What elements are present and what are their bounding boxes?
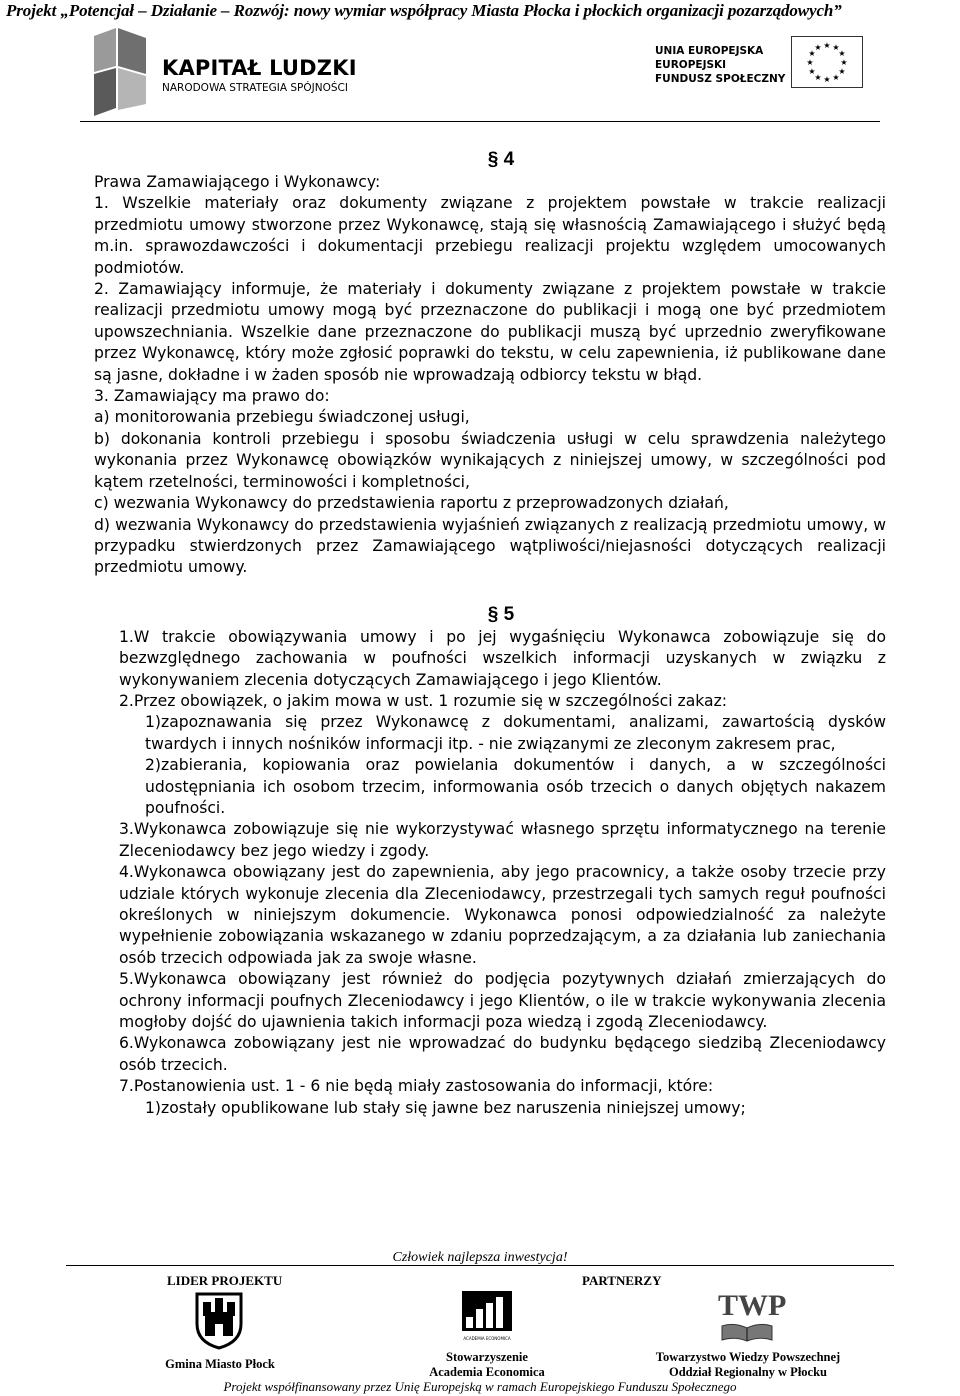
project-title: Projekt „Potencjał – Działanie – Rozwój: nowy wymiar współpracy Miasta Płocka i płockich organizacji pozarządowych” — [6, 1, 842, 20]
kapital-ludzki-title: KAPITAŁ LUDZKI — [162, 56, 357, 80]
svg-text:★: ★ — [832, 43, 840, 52]
header-bar — [0, 0, 960, 22]
partner1-line-2: Academia Economica — [429, 1365, 545, 1379]
eu-line-2: EUROPEJSKI — [655, 59, 727, 71]
kapital-ludzki-emblem-icon — [86, 26, 156, 118]
eu-line-3: FUNDUSZ SPOŁECZNY — [655, 73, 786, 85]
partner2-name — [640, 1350, 856, 1380]
paragraph: 3. Zamawiający ma prawo do: — [94, 387, 330, 406]
svg-text:★: ★ — [808, 67, 816, 76]
svg-text:★: ★ — [814, 43, 822, 52]
svg-text:★: ★ — [814, 73, 822, 82]
header-divider — [80, 121, 880, 122]
partners-label: PARTNERZY — [582, 1273, 662, 1288]
open-book-icon — [718, 1322, 776, 1342]
academia-economica-logo — [462, 1291, 512, 1339]
svg-text:★: ★ — [808, 49, 816, 58]
paragraph: 2.Przez obowiązek, o jakim mowa w ust. 1 rozumie się w szczególności zakaz: — [119, 691, 728, 710]
svg-text:★: ★ — [838, 49, 846, 58]
twp-logo — [718, 1289, 787, 1344]
academia-economica-emblem-icon — [462, 1291, 512, 1331]
lider-name: Gmina Miasto Płock — [165, 1357, 275, 1371]
eu-logo — [655, 36, 865, 96]
paragraph: c) wezwania Wykonawcy do przedstawienia raportu z przeprowadzonych działań, — [94, 494, 729, 513]
paragraph: 5.Wykonawca obowiązany jest również do podjęcia pozytywnych działań zmierzających do ochrony informacji poufnych Zleceniodawcy i jego Klientów, o ile w trakcie wykonywania zlecenia mogłoby dojść do ujawnienia takich informacji poza wiedzą i zgodą Zleceniodawcy. — [119, 970, 886, 1032]
svg-text:★: ★ — [840, 58, 848, 67]
section-heading-4: § 4 — [487, 149, 515, 170]
section-spacer — [94, 579, 886, 603]
footer-slogan: Człowiek najlepsza inwestycja! — [392, 1250, 568, 1265]
section-heading-5: § 5 — [487, 603, 515, 625]
paragraph: 1. Wszelkie materiały oraz dokumenty związane z projektem powstałe w trakcie realizacji przedmiotu umowy stworzone przez Wykonawcę, stają się własnością Zamawiającego i służyć będą m.in. sprawozdawczości i dokumentacji przebiegu realizacji projektu względem umocowanych podmiotów. — [94, 194, 886, 277]
paragraph: 1)zapoznawania się przez Wykonawcę z dokumentami, analizami, zawartością dysków twardych i innych nośników informacji itp. - nie związanymi ze zleconym zakresem prac, — [145, 713, 886, 753]
twp-logo-text: TWP — [718, 1289, 787, 1322]
paragraph: Prawa Zamawiającego i Wykonawcy: — [94, 173, 381, 191]
eu-line-1: UNIA EUROPEJSKA — [655, 45, 764, 57]
partner1-line-1: Stowarzyszenie — [446, 1350, 528, 1364]
svg-text:★: ★ — [838, 67, 846, 76]
kapital-ludzki-logo — [86, 26, 386, 118]
paragraph: b) dokonania kontroli przebiegu i sposobu świadczenia usługi w celu sprawdzenia należytego wykonania przez Wykonawcę obowiązków wynikających z niniejszej umowy, w szczególności pod kątem rzetelności, terminowości i kompletności, — [94, 429, 886, 491]
partner2-line-2: Oddział Regionalny w Płocku — [668, 1365, 827, 1379]
lider-label: LIDER PROJEKTU — [167, 1273, 283, 1288]
paragraph: 2)zabierania, kopiowania oraz powielania dokumentów i danych, a w szczególności udostępniania ich osobom trzecim, informowania osób trzecich o danych objętych nakazem poufności. — [145, 756, 886, 817]
academia-economica-logo-text: ACADEMIA ECONOMICA — [463, 1336, 511, 1341]
eu-flag-icon — [791, 36, 863, 88]
kapital-ludzki-subtitle: NARODOWA STRATEGIA SPÓJNOŚCI — [162, 82, 348, 94]
paragraph: d) wezwania Wykonawcy do przedstawienia wyjaśnień związanych z realizacją przedmiotu umowy, w przypadku stwierdzonych przez Zamawiającego wątpliwości/niejasności dotyczących realizacji przedmiotu umowy. — [94, 515, 886, 577]
paragraph: 1)zostały opublikowane lub stały się jawne bez naruszenia niniejszej umowy; — [145, 1098, 746, 1117]
paragraph: 4.Wykonawca obowiązany jest do zapewnienia, aby jego pracownicy, a także osoby trzecie przy udziale których wykonuje zlecenia dla Zleceniodawcy, przestrzegali tych samych reguł poufności określonych w niniejszym dokumencie. Wykonawca ponosi odpowiedzialność za należyte wypełnienie zobowiązania wskazanego w zdaniu poprzedzającym, a za działania lub zaniechania osób trzecich odpowiada jak za swoje własne. — [119, 863, 886, 967]
paragraph: 3.Wykonawca zobowiązuje się nie wykorzystywać własnego sprzętu informatycznego na terenie Zleceniodawcy bez jego wiedzy i zgody. — [119, 820, 886, 860]
svg-text:★: ★ — [832, 73, 840, 82]
paragraph: 7.Postanowienia ust. 1 - 6 nie będą miały zastosowania do informacji, które: — [119, 1077, 714, 1096]
cofinancing-note: Projekt współfinansowany przez Unię Europejską w ramach Europejskiego Funduszu Społecznego — [223, 1379, 737, 1394]
eu-logo-text — [655, 44, 785, 86]
paragraph: 1.W trakcie obowiązywania umowy i po jej wygaśnięciu Wykonawca zobowiązuje się do bezwzględnego zachowania w poufności wszelkich informacji uzyskanych w związku z wykonywaniem zlecenia dotyczących Zamawiającego i jego Klientów. — [119, 627, 886, 689]
paragraph: 6.Wykonawca zobowiązany jest nie wprowadzać do budynku będącego siedzibą Zleceniodawcy osób trzecich. — [119, 1034, 886, 1074]
paragraph: a) monitorowania przebiegu świadczonej usługi, — [94, 408, 470, 427]
partner2-line-1: Towarzystwo Wiedzy Powszechnej — [655, 1350, 841, 1364]
footer-divider — [66, 1265, 894, 1266]
svg-text:★: ★ — [823, 41, 831, 50]
partner1-name — [407, 1350, 567, 1380]
svg-text:★: ★ — [806, 58, 814, 67]
paragraph: 2. Zamawiający informuje, że materiały i dokumenty związane z projektem powstałe w trakcie realizacji przedmiotu umowy mogą być przeznaczone do publikacji i mogą one być przedmiotem upowszechniania. Wszelkie dane przeznaczone do publikacji muszą być uprzednio zweryfikowane przez Wykonawcę, który może zgłosić poprawki do tekstu, w celu zapewnienia, iż publikowane dane są jasne, dokładne i w żaden sposób nie wprowadzają odbiorcy tekstu w błąd. — [94, 280, 886, 384]
svg-text:★: ★ — [823, 75, 831, 84]
document-body — [94, 148, 886, 1119]
plock-coat-of-arms-icon — [193, 1290, 245, 1350]
